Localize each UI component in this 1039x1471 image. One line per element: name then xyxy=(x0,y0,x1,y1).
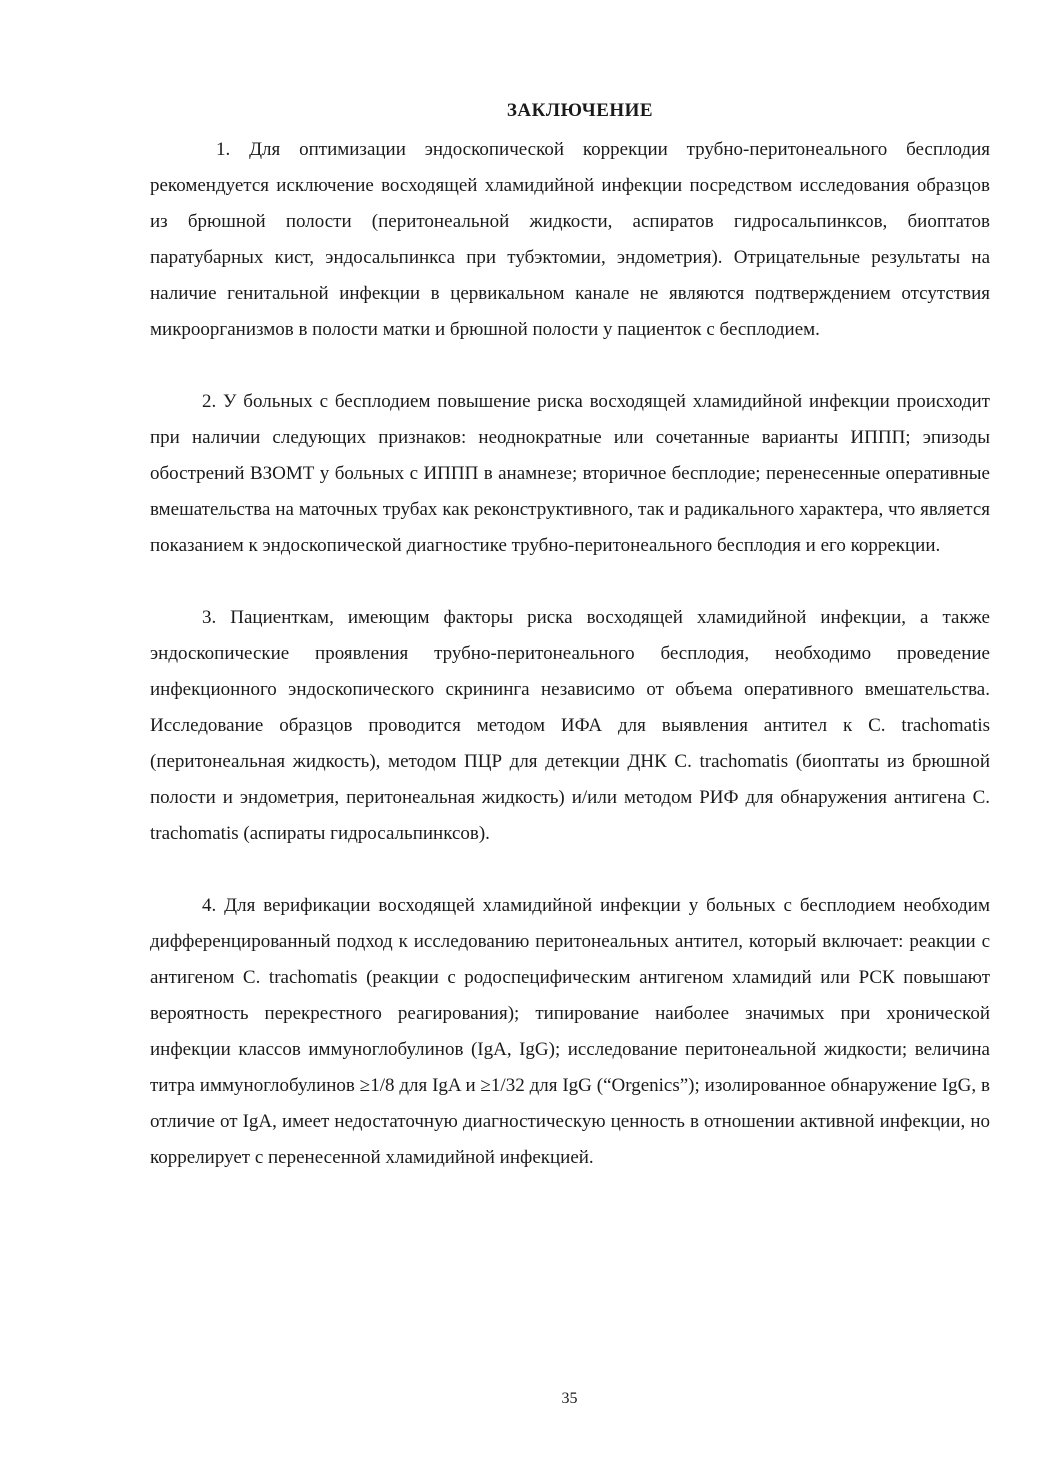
paragraph-4: 4. Для верификации восходящей хламидийной инфекции у больных с бесплодием необходим дифференцированный подход к исследованию перитонеальных антител, который включает: реакции с антигеном C. trachomatis (реакции с родоспецифическим антигеном хламидий или РСК повышают вероятность перекрестного реагирования); типирование наиболее значимых при хронической инфекции классов иммуноглобулинов (IgA, IgG); исследование перитонеальной жидкости; величина титра иммуноглобулинов ≥1/8 для IgA и ≥1/32 для IgG (“Orgenics”); изолированное обнаружение IgG, в отличие от IgA, имеет недостаточную диагностическую ценность в отношении активной инфекции, но коррелирует с перенесенной хламидийной инфекцией. xyxy=(150,895,990,1168)
paragraph-3: 3. Пациенткам, имеющим факторы риска восходящей хламидийной инфекции, а также эндоскопические проявления трубно-перитонеального бесплодия, необходимо проведение инфекционного эндоскопического скрининга независимо от объема оперативного вмешательства. Исследование образцов проводится методом ИФА для выявления антител к C. trachomatis (перитонеальная жидкость), методом ПЦР для детекции ДНК C. trachomatis (биоптаты из брюшной полости и эндометрия, перитонеальная жидкость) и/или методом РИФ для обнаружения антигена C. trachomatis (аспираты гидросальпинксов). xyxy=(150,607,990,844)
section-title: ЗАКЛЮЧЕНИЕ xyxy=(506,100,654,121)
paragraph-1: 1. Для оптимизации эндоскопической коррекции трубно-перитонеального бесплодия рекомендуется исключение восходящей хламидийной инфекции посредством исследования образцов из брюшной полости (перитонеальной жидкости, аспиратов гидросальпинксов, биоптатов паратубарных кист, эндосальпинкса при тубэктомии, эндометрия). Отрицательные результаты на наличие генитальной инфекции в цервикальном канале не являются подтверждением отсутствия микроорганизмов в полости матки и брюшной полости у пациенток с бесплодием. xyxy=(150,139,990,340)
paragraph-2: 2. У больных с бесплодием повышение риска восходящей хламидийной инфекции происходит при наличии следующих признаков: неоднократные или сочетанные варианты ИППП; эпизоды обострений ВЗОМТ у больных с ИППП в анамнезе; вторичное бесплодие; перенесенные оперативные вмешательства на маточных трубах как реконструктивного, так и радикального характера, что является показанием к эндоскопической диагностике трубно-перитонеального бесплодия и его коррекции. xyxy=(150,391,990,556)
document-body xyxy=(150,132,990,1176)
page-number: 35 xyxy=(561,1390,578,1407)
